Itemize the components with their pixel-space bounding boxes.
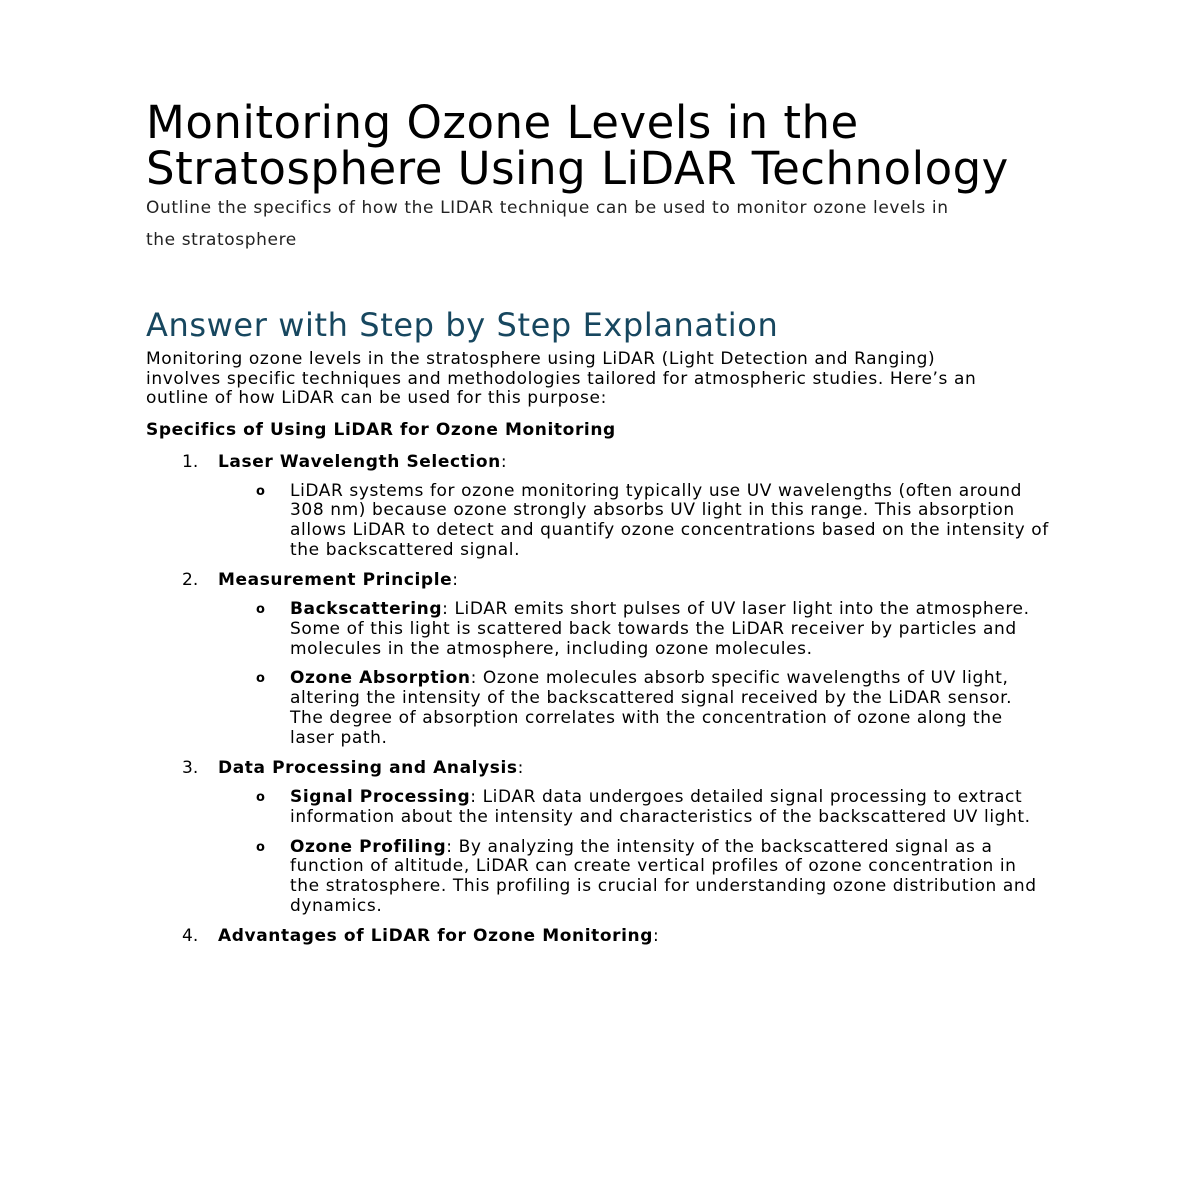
bullet-text — [290, 482, 1050, 561]
step-item — [146, 926, 1056, 946]
bullet-text — [290, 788, 1050, 827]
intro-paragraph: Monitoring ozone levels in the stratosphere using LiDAR (Light Detection and Ranging) involves specific techniques and methodologies tailored for atmospheric studies. Here’s an outline of how LiDAR can be used for this purpose: — [146, 349, 977, 408]
bullet-item — [218, 838, 1056, 917]
step-item — [146, 452, 1056, 561]
bullet-item — [218, 788, 1056, 827]
bullet-item — [218, 600, 1056, 659]
bullet-list — [218, 600, 1056, 748]
bullet-body: : LiDAR data undergoes detailed signal processing to extract information about the intensity and characteristics of the backscattered UV light. — [290, 787, 1031, 827]
step-heading — [218, 926, 1056, 946]
step-item — [146, 570, 1056, 748]
bullet-body: : Ozone molecules absorb specific wavelengths of UV light, altering the intensity of the backscattered signal received by the LiDAR sensor. The degree of absorption correlates with the concentration of ozone along the laser path. — [290, 668, 1013, 748]
step-title-suffix: : — [452, 570, 459, 591]
step-title-suffix: : — [517, 758, 524, 779]
step-title: Measurement Principle — [218, 570, 453, 591]
bullet-body: LiDAR systems for ozone monitoring typically use UV wavelengths (often around 308 nm) because ozone strongly absorbs UV light in this range. This absorption allows LiDAR to detect and quantify ozone concentrations based on the intensity of the backscattered signal. — [290, 480, 1049, 560]
bullet-circle-icon: o — [256, 790, 266, 806]
bullet-item — [218, 482, 1056, 561]
bullet-body: : By analyzing the intensity of the backscattered signal as a function of altitude, LiDAR can create vertical profiles of ozone concentration in the stratosphere. This profiling is crucial for understanding ozone distribution and dynamics. — [290, 836, 1037, 916]
bullet-term: Backscattering — [290, 599, 443, 620]
bullet-circle-icon: o — [256, 671, 266, 687]
document-content — [146, 96, 1056, 956]
bullet-circle-icon: o — [256, 839, 266, 855]
step-title: Advantages of LiDAR for Ozone Monitoring — [218, 926, 654, 947]
document-title: Monitoring Ozone Levels in the Stratosphere Using LiDAR Technology — [146, 96, 1009, 195]
step-item — [146, 758, 1056, 916]
step-heading — [218, 452, 1056, 472]
step-number: 2. — [182, 570, 199, 591]
document-subtitle: Outline the specifics of how the LIDAR technique can be used to monitor ozone levels in the stratosphere — [146, 198, 949, 250]
step-number: 4. — [182, 926, 199, 947]
bullet-term: Signal Processing — [290, 787, 471, 808]
steps-list — [146, 452, 1056, 947]
step-number: 3. — [182, 758, 199, 779]
step-heading — [218, 758, 1056, 778]
step-number: 1. — [182, 451, 199, 472]
specifics-heading: Specifics of Using LiDAR for Ozone Monitoring — [146, 419, 616, 440]
bullet-list — [218, 788, 1056, 916]
bullet-text — [290, 838, 1050, 917]
bullet-term: Ozone Profiling — [290, 836, 447, 857]
bullet-body: : LiDAR emits short pulses of UV laser light into the atmosphere. Some of this light is scattered back towards the LiDAR receiver by particles and molecules in the atmosphere, including ozone molecules. — [290, 599, 1030, 659]
bullet-text — [290, 669, 1050, 748]
step-title-suffix: : — [500, 451, 508, 472]
bullet-text — [290, 600, 1050, 659]
bullet-circle-icon: o — [256, 602, 266, 618]
bullet-circle-icon: o — [256, 483, 266, 499]
bullet-list — [218, 482, 1056, 561]
step-title-suffix: : — [653, 926, 660, 947]
bullet-item — [218, 669, 1056, 748]
step-heading — [218, 570, 1056, 590]
step-title: Laser Wavelength Selection — [218, 451, 501, 472]
bullet-term: Ozone Absorption — [290, 668, 471, 689]
answer-heading: Answer with Step by Step Explanation — [146, 306, 779, 344]
step-title: Data Processing and Analysis — [218, 758, 518, 779]
